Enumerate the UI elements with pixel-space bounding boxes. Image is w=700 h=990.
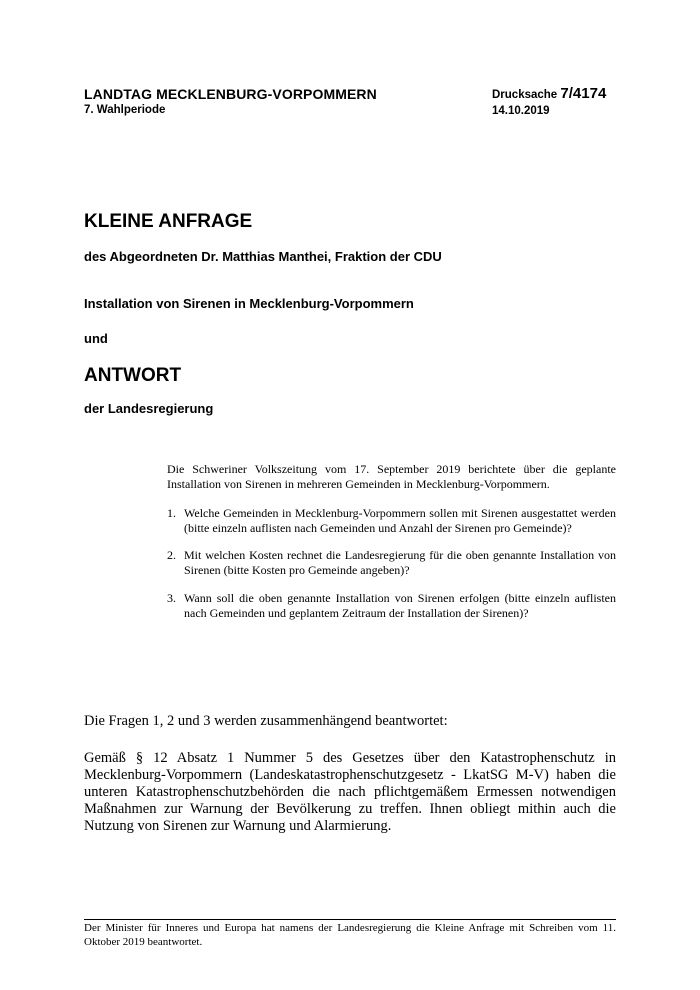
footnote-divider xyxy=(84,919,616,920)
header-right xyxy=(492,86,606,118)
heading-kleine-anfrage: KLEINE ANFRAGE xyxy=(84,211,253,232)
question-list xyxy=(167,506,616,622)
question-text: Wann soll die oben genannte Installation von Sirenen erfolgen (bitte einzeln auflisten nach Gemeinden und geplantem Zeitraum der Installation der Sirenen)? xyxy=(184,590,616,621)
government-line: der Landesregierung xyxy=(84,401,214,416)
legislative-period: 7. Wahlperiode xyxy=(84,104,166,116)
question-intro: Die Schweriner Volkszeitung vom 17. September 2019 berichtete über die geplante Installation von Sirenen in mehreren Gemeinden in Mecklenburg-Vorpommern. xyxy=(167,462,616,492)
question-number: 1. xyxy=(167,505,176,520)
answer-body: Gemäß § 12 Absatz 1 Nummer 5 des Gesetzes über den Katastrophenschutz in Mecklenburg-Vorpommern (Landeskatastrophenschutzgesetz - LkatSG M-V) haben die unteren Katastrophenschutzbehörden die nach pflichtgemäßem Ermessen notwendigen Maßnahmen zur Warnung der Bevölkerung zu treffen. Ihnen obliegt mithin auch die Nutzung von Sirenen zur Warnung und Alarmierung. xyxy=(84,750,616,834)
document-reference xyxy=(492,86,606,103)
answer-lead: Die Fragen 1, 2 und 3 werden zusammenhängend beantwortet: xyxy=(84,713,448,729)
question-text: Mit welchen Kosten rechnet die Landesregierung für die oben genannte Installation von Sirenen (bitte Kosten pro Gemeinde angeben)? xyxy=(184,548,616,578)
question-number: 2. xyxy=(167,548,176,563)
question-block xyxy=(167,462,616,633)
und-line: und xyxy=(84,331,108,346)
question-item xyxy=(167,506,616,537)
document-label: Drucksache xyxy=(492,89,558,101)
footnote: Der Minister für Inneres und Europa hat namens der Landesregierung die Kleine Anfrage mit Schreiben vom 11. Oktober 2019 beantwortet. xyxy=(84,922,616,948)
question-item xyxy=(167,591,616,622)
question-item xyxy=(167,548,616,579)
question-text: Welche Gemeinden in Mecklenburg-Vorpommern sollen mit Sirenen ausgestattet werden (bitte einzeln auflisten nach Gemeinden und Anzahl der Sirenen pro Gemeinde)? xyxy=(184,505,616,535)
question-number: 3. xyxy=(167,590,176,605)
heading-antwort: ANTWORT xyxy=(84,365,182,386)
author-line: des Abgeordneten Dr. Matthias Manthei, Fraktion der CDU xyxy=(84,249,442,264)
subject-line: Installation von Sirenen in Mecklenburg-Vorpommern xyxy=(84,296,414,311)
document-number: 7/4174 xyxy=(560,85,607,102)
parliament-name: LANDTAG MECKLENBURG-VORPOMMERN xyxy=(84,86,377,102)
document-date: 14.10.2019 xyxy=(492,105,550,117)
header-left xyxy=(84,86,377,117)
